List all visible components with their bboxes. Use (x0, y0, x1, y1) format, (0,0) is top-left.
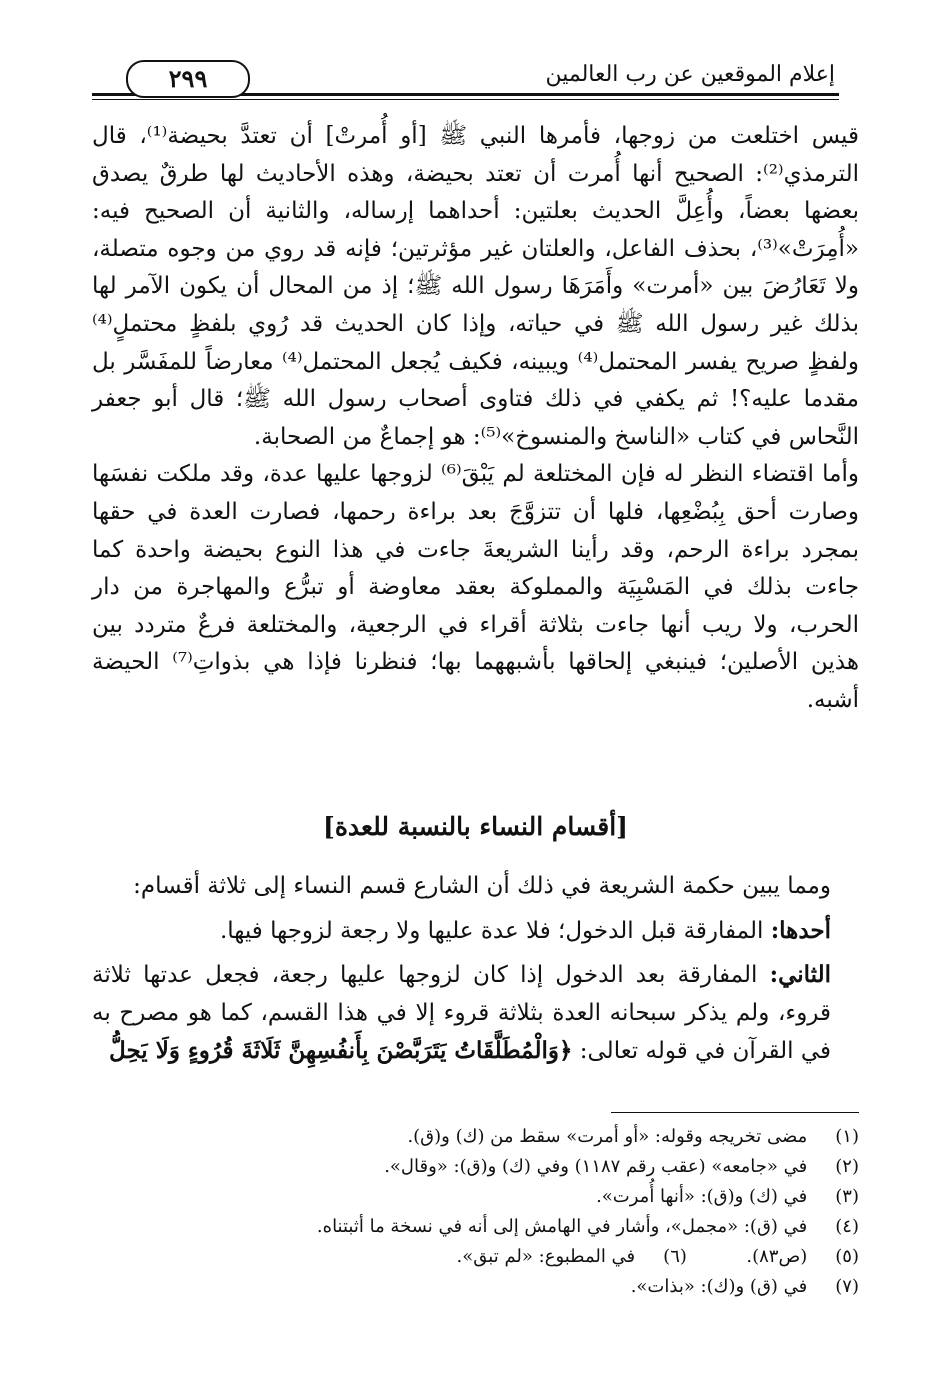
second-category (92, 956, 859, 1071)
footnote-text: مضى تخريجه وقوله: «أو أمرت» سقط من (ك) و(ق). (407, 1126, 808, 1147)
paragraph-2: وأما اقتضاء النظر له فإن المختلعة لم يَبْقَ⁽⁶⁾ لزوجها عليها عدة، وقد ملكت نفسَها وصارت أحق بِبُضْعِها، فلها أن تتزوَّجَ بعد براءة رحمها، فصارت العدة في حقها بمجرد براءة الرحم، وقد رأينا الشريعةَ جاءت في هذا النوع بحيضة واحدة كما جاءت بذلك في المَسْبِيَة والمملوكة بعقد معاوضة أو تبرُّع والمهاجرة من دار الحرب، ولا ريب أنها جاءت بثلاثة أقراء في الرجعية، والمختلعة فرعٌ متردد بين هذين الأصلين؛ فينبغي إلحاقها بأشبههما بها؛ فنظرنا فإذا هي بذواتِ⁽⁷⁾ الحيضة أشبه. (92, 461, 860, 713)
footnote-text: في «جامعه» (عقب رقم ١١٨٧) وفي (ك) و(ق): «وقال». (384, 1156, 808, 1177)
footnote-number: (١) (835, 1126, 859, 1147)
footnotes (92, 1122, 859, 1302)
footnote-5-6 (92, 1242, 859, 1272)
section-heading: [أقسام النساء بالنسبة للعدة] (322, 812, 628, 841)
footnote-4 (92, 1212, 859, 1242)
footnote-3 (92, 1182, 859, 1212)
first-category (92, 912, 859, 951)
second-category-text: المفارقة بعد الدخول إذا كان لزوجها عليها رجعة، فجعل عدتها ثلاثة قروء، ولم يذكر سبحانه العدة بثلاثة قروء إلا في هذا القسم، كما هو مصرح به في القرآن في قوله تعالى: (92, 962, 831, 1065)
paragraph-1: قيس اختلعت من زوجها، فأمرها النبي ﷺ [أو أُمرتْ] أن تعتدَّ بحيضة⁽¹⁾، قال الترمذي⁽²⁾: الصحيح أنها أُمرت أن تعتد بحيضة، وهذه الأحاديث لها طرقٌ يصدق بعضها بعضاً، وأُعِلَّ الحديث بعلتين: أحداهما إرساله، والثانية أن الصحيح فيه: «أُمِرَتْ»⁽³⁾، بحذف الفاعل، والعلتان غير مؤثرتين؛ فإنه قد روي من وجوه متصلة، ولا تَعَارُضَ بين «أمرت» وأَمَرَهَا رسول الله ﷺ؛ إذ من المحال أن يكون الآمر لها بذلك غير رسول الله ﷺ في حياته، وإذا كان الحديث قد رُوي بلفظٍ محتملٍ⁽⁴⁾ ولفظٍ صريح يفسر المحتمل⁽⁴⁾ ويبينه، فكيف يُجعل المحتمل⁽⁴⁾ معارضاً للمفَسَّر بل مقدما عليه؟! ثم يكفي في ذلك فتاوى أصحاب رسول الله ﷺ؛ قال أبو جعفر النَّحاس في كتاب «الناسخ والمنسوخ»⁽⁵⁾: هو إجماعٌ من الصحابة. (92, 123, 860, 450)
section-text (92, 868, 859, 1077)
page-header (92, 58, 839, 98)
page-number-badge: ٢٩٩ (126, 60, 250, 98)
footnote-text: في (ق) و(ك): «بذات». (630, 1276, 808, 1297)
footnote-2 (92, 1152, 859, 1182)
footnote-text: (ص٨٣). (746, 1246, 808, 1267)
footnote-separator (611, 1112, 859, 1113)
footnote-text: في (ك) و(ق): «أنها أُمرت». (596, 1186, 808, 1207)
header-rule-thin (92, 99, 839, 100)
footnote-number: (٢) (835, 1156, 859, 1177)
running-title: إعلام الموقعين عن رب العالمين (545, 62, 835, 87)
first-category-label: أحدها: (770, 916, 831, 944)
footnote-number: (٤) (835, 1216, 859, 1237)
section-intro: ومما يبين حكمة الشريعة في ذلك أن الشارع قسم النساء إلى ثلاثة أقسام: (133, 873, 831, 899)
main-text (92, 118, 859, 720)
quran-verse: ﴿وَالْمُطَلَّقَاتُ يَتَرَبَّصْنَ بِأَنفُسِهِنَّ ثَلَاثَةَ قُرُوءٍ وَلَا يَحِلُّ (109, 1037, 573, 1065)
footnote-1 (92, 1122, 859, 1152)
footnote-text: في المطبوع: «لم تبق». (456, 1246, 636, 1267)
footnote-number: (٦) (663, 1246, 687, 1267)
footnote-number: (٣) (835, 1186, 859, 1207)
footnote-text: في (ق): «مجمل»، وأشار في الهامش إلى أنه في نسخة ما أثبتناه. (316, 1216, 808, 1237)
footnote-number: (٧) (835, 1276, 859, 1297)
footnote-number: (٥) (835, 1246, 859, 1267)
first-category-text: المفارقة قبل الدخول؛ فلا عدة عليها ولا رجعة لزوجها فيها. (219, 917, 764, 944)
second-category-label: الثاني: (769, 961, 831, 989)
footnote-7 (92, 1272, 859, 1302)
